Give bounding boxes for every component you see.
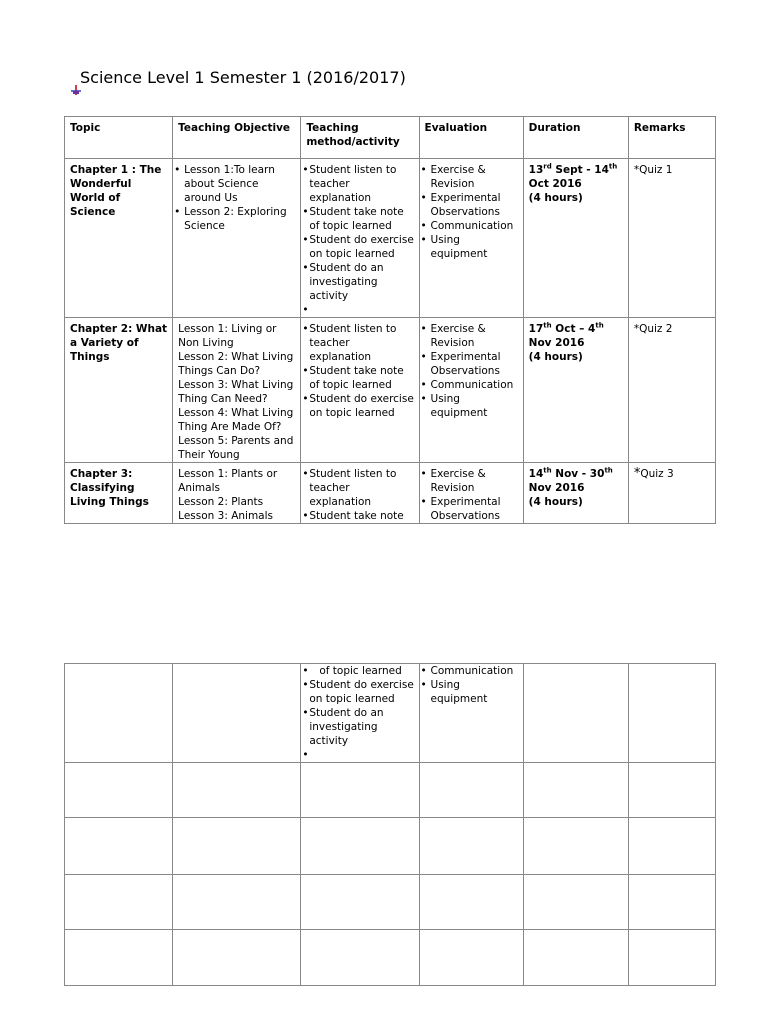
list-item: • Student do exercise on topic learned — [302, 392, 414, 420]
list-item: • of topic learned — [302, 664, 414, 678]
method-list — [302, 467, 414, 523]
table-row — [65, 159, 716, 318]
list-item: Lesson 2: What Living Things Can Do? — [178, 351, 294, 377]
header-topic: Topic — [70, 122, 101, 134]
table-row — [65, 463, 716, 524]
list-item: • Using equipment — [421, 678, 519, 706]
evaluation-list — [421, 664, 519, 706]
list-item: • Using equipment — [421, 233, 519, 261]
list-item: • Student take note of topic learned — [302, 364, 414, 392]
duration-cell: 14th Nov - 30th Nov 2016 (4 hours) — [528, 466, 613, 508]
objective-list — [174, 163, 296, 233]
schedule-table — [64, 116, 716, 524]
list-item: • Lesson 2: Exploring Science — [174, 205, 296, 233]
list-item: • Student do an investigating activity — [302, 706, 414, 748]
list-item: • Lesson 1:To learn about Science around Us — [174, 163, 296, 205]
list-item: Lesson 1: Plants or Animals — [178, 468, 278, 494]
table-row — [65, 318, 716, 463]
remarks-cell: *Quiz 3 — [633, 466, 674, 481]
list-item: Lesson 3: What Living Thing Can Need? — [178, 379, 294, 405]
list-item: • Student listen to teacher explanation — [302, 322, 414, 364]
list-item: • Student do exercise on topic learned — [302, 678, 414, 706]
list-item — [302, 748, 414, 762]
list-item: • Student listen to teacher explanation — [302, 163, 414, 205]
list-item: • Communication — [421, 378, 519, 392]
table-row — [65, 763, 716, 818]
continued-table — [64, 663, 716, 986]
header-duration: Duration — [528, 122, 581, 134]
method-list — [302, 163, 414, 317]
objective-list — [178, 322, 296, 462]
list-item: • Student listen to teacher explanation — [302, 467, 414, 509]
list-item: • Student do an investigating activity — [302, 261, 414, 303]
list-item: • Exercise & Revision — [421, 163, 519, 191]
list-item: • Using equipment — [421, 392, 519, 420]
header-remarks: Remarks — [633, 122, 686, 134]
list-item: Lesson 2: Plants — [178, 496, 264, 508]
list-item: Lesson 1: Living or Non Living — [178, 323, 277, 349]
duration-cell: 17th Oct – 4th Nov 2016 (4 hours) — [528, 321, 604, 363]
table-row — [65, 875, 716, 930]
remarks-cell: *Quiz 2 — [633, 323, 673, 335]
list-item: • Communication — [421, 664, 519, 678]
list-item: Lesson 3: Animals — [178, 510, 273, 522]
header-method: Teaching method/activity — [306, 122, 400, 148]
list-item: • Experimental Observations — [421, 495, 519, 523]
list-item: Lesson 4: What Living Thing Are Made Of? — [178, 407, 294, 433]
header-evaluation: Evaluation — [424, 122, 488, 134]
evaluation-list — [421, 322, 519, 420]
method-list — [302, 664, 414, 762]
table-row — [65, 930, 716, 986]
list-item — [302, 303, 414, 317]
evaluation-list — [421, 163, 519, 261]
method-list — [302, 322, 414, 420]
list-item: • Experimental Observations — [421, 350, 519, 378]
objective-list — [178, 467, 296, 523]
list-item: Lesson 5: Parents and Their Young — [178, 435, 294, 461]
duration-cell: 13rd Sept - 14th Oct 2016 (4 hours) — [528, 162, 618, 204]
table-row — [65, 664, 716, 763]
table-row — [65, 818, 716, 875]
list-item: • Student take note of topic learned — [302, 205, 414, 233]
evaluation-list — [421, 467, 519, 523]
document-title: Science Level 1 Semester 1 (2016/2017) — [80, 68, 406, 87]
list-item: • Experimental Observations — [421, 191, 519, 219]
list-item: • Exercise & Revision — [421, 467, 519, 495]
topic-cell: Chapter 3: Classifying Living Things — [70, 468, 149, 508]
list-item: • Student do exercise on topic learned — [302, 233, 414, 261]
topic-cell: Chapter 2: What a Variety of Things — [70, 323, 168, 363]
list-item: • Communication — [421, 219, 519, 233]
header-objective: Teaching Objective — [178, 122, 291, 134]
header-row — [65, 117, 716, 159]
list-item: • Exercise & Revision — [421, 322, 519, 350]
topic-cell: Chapter 1 : The Wonderful World of Science — [70, 164, 162, 218]
list-item: • Student take note — [302, 509, 414, 523]
remarks-cell: *Quiz 1 — [633, 164, 673, 176]
